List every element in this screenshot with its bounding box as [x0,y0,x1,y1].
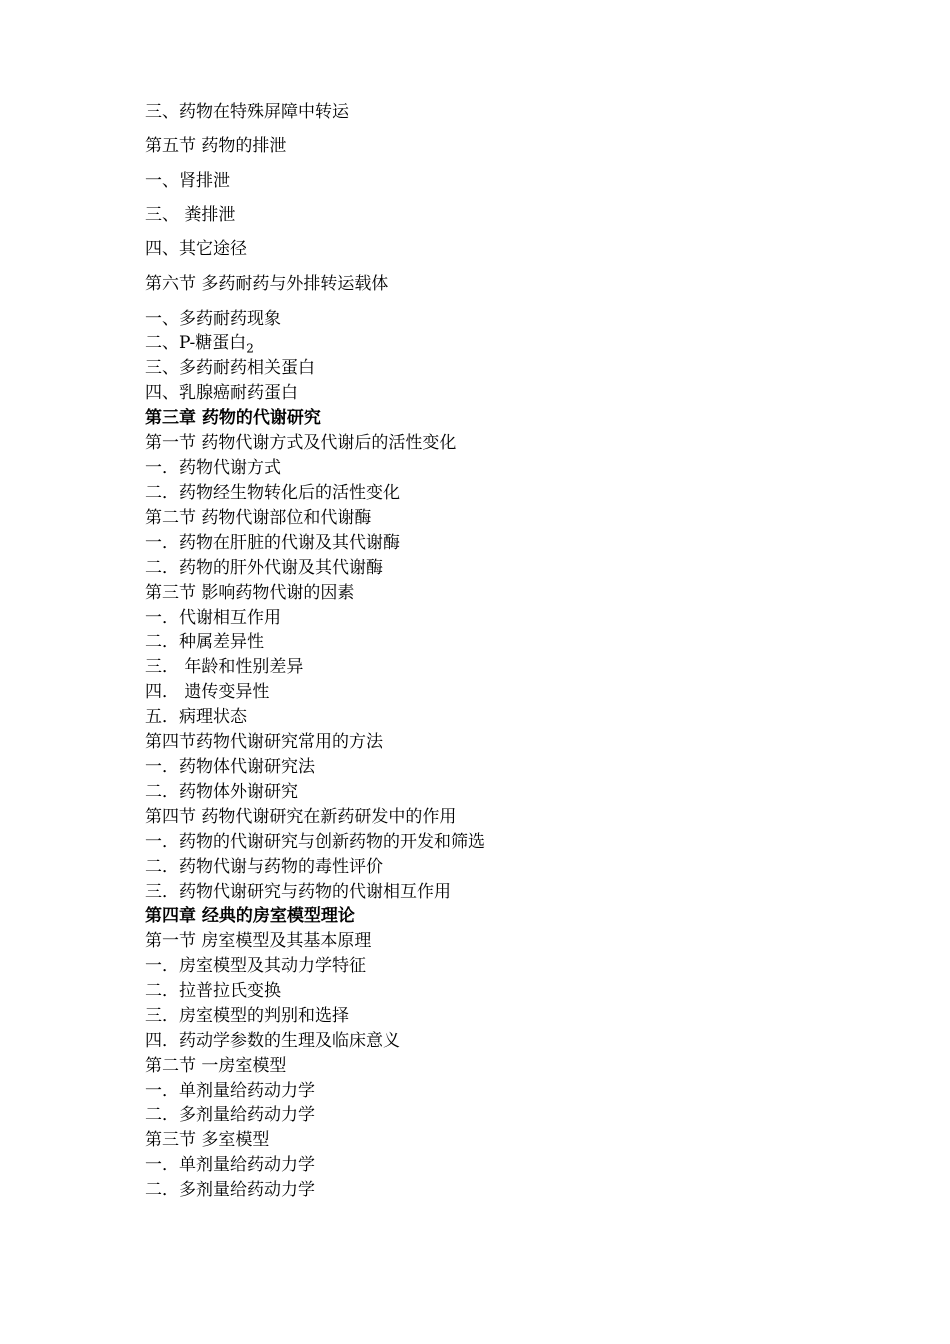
section-item: 三．房室模型的判别和选择 [145,1006,349,1026]
section-item: 三、 粪排泄 [145,205,236,225]
section-item: 一．药物在肝脏的代谢及其代谢酶 [145,533,400,553]
section-item: 三． 年龄和性别差异 [145,657,304,677]
section-item: 二．药物经生物转化后的活性变化 [145,483,400,503]
section-item: 三．药物代谢研究与药物的代谢相互作用 [145,882,451,902]
section-item: 二．种属差异性 [145,632,264,652]
section-item: 一．单剂量给药动力学 [145,1081,315,1101]
section-item: 四．药动学参数的生理及临床意义 [145,1031,400,1051]
section-item: 四、其它途径 [145,239,247,259]
section-heading: 第六节 多药耐药与外排转运载体 [145,274,389,294]
section-item: 一、多药耐药现象 [145,309,281,329]
section-item: 一．药物体代谢研究法 [145,757,315,777]
section-heading: 第二节 药物代谢部位和代谢酶 [145,508,372,528]
section-item: 二．药物体外谢研究 [145,782,298,802]
section-item: 三、药物在特殊屏障中转运 [145,102,349,122]
section-item: 一．房室模型及其动力学特征 [145,956,366,976]
section-item: 二．多剂量给药动力学 [145,1105,315,1125]
section-heading: 第三节 影响药物代谢的因素 [145,583,355,603]
section-item: 四． 遗传变异性 [145,682,270,702]
section-heading: 第五节 药物的排泄 [145,136,287,156]
section-item: 五．病理状态 [145,707,247,727]
section-item: 三、多药耐药相关蛋白 [145,358,315,378]
section-item: 四、乳腺癌耐药蛋白 [145,383,298,403]
section-heading: 第一节 房室模型及其基本原理 [145,931,372,951]
section-item: 二．药物的肝外代谢及其代谢酶 [145,558,383,578]
chapter-heading: 第四章 经典的房室模型理论 [145,906,355,926]
subscript: 2 [246,341,254,356]
section-heading: 第三节 多室模型 [145,1130,270,1150]
section-item: 一．代谢相互作用 [145,608,281,628]
section-item: 二．多剂量给药动力学 [145,1180,315,1200]
section-heading: 第一节 药物代谢方式及代谢后的活性变化 [145,433,457,453]
section-heading: 第四节药物代谢研究常用的方法 [145,732,383,752]
section-item [145,333,254,356]
section-item: 一．药物的代谢研究与创新药物的开发和筛选 [145,832,485,852]
section-item: 一．单剂量给药动力学 [145,1155,315,1175]
section-heading: 第四节 药物代谢研究在新药研发中的作用 [145,807,457,827]
section-item: 一、肾排泄 [145,171,230,191]
section-item-text: 二、P-糖蛋白 [145,333,247,353]
section-item: 二．拉普拉氏变换 [145,981,281,1001]
section-item: 二．药物代谢与药物的毒性评价 [145,857,383,877]
section-heading: 第二节 一房室模型 [145,1056,287,1076]
chapter-heading: 第三章 药物的代谢研究 [145,408,321,428]
section-item: 一．药物代谢方式 [145,458,281,478]
